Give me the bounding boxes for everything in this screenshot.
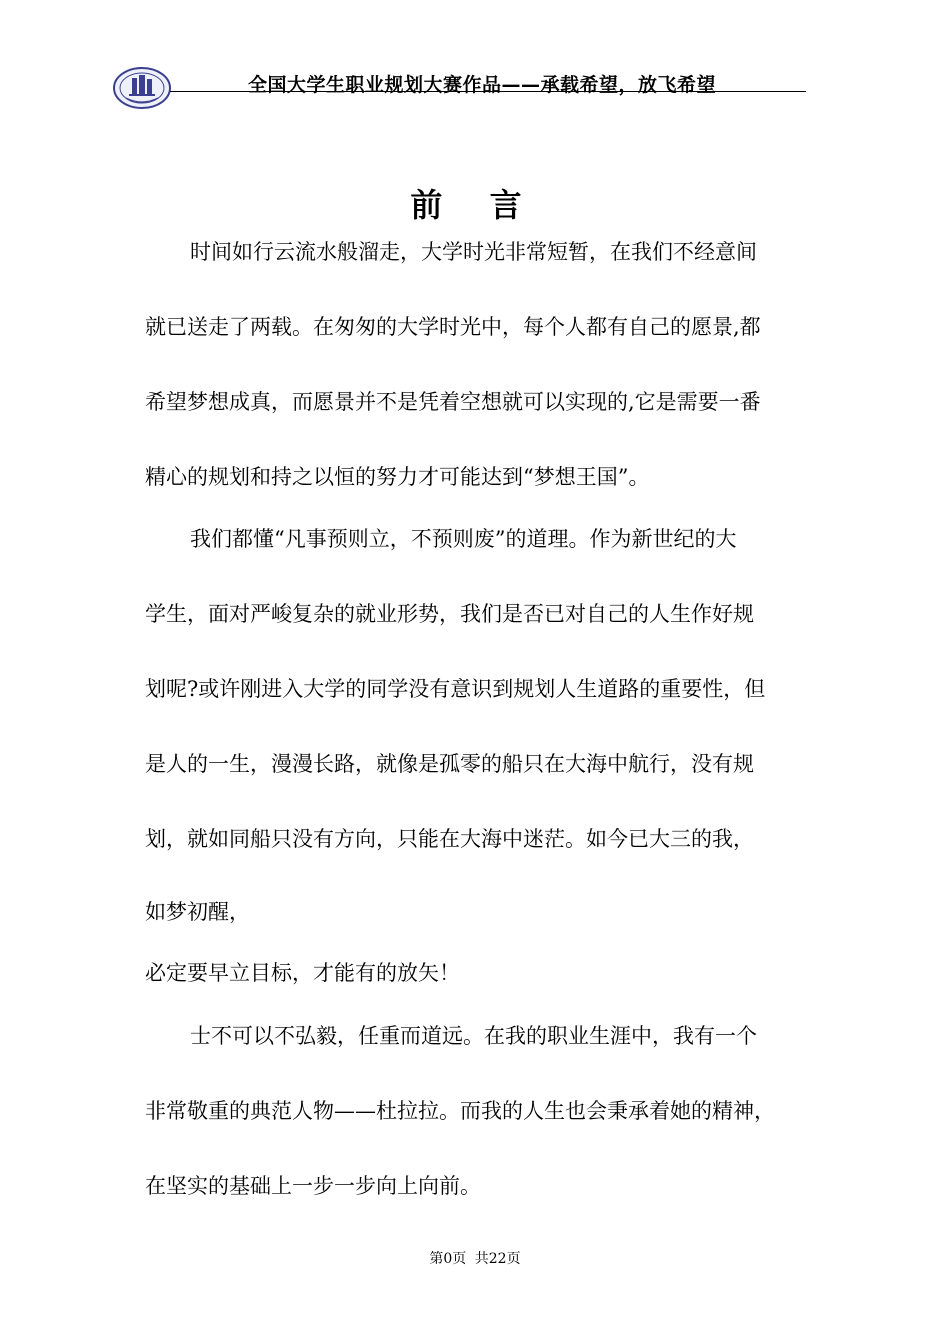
paragraph-line: 我们都懂“凡事预则立，不预则废”的道理。作为新世纪的大	[190, 527, 737, 551]
paragraph-line: 希望梦想成真，而愿景并不是凭着空想就可以实现的,它是需要一番	[145, 390, 761, 414]
paragraph-line: 学生，面对严峻复杂的就业形势，我们是否已对自己的人生作好规	[145, 602, 754, 626]
paragraph-line: 是人的一生，漫漫长路，就像是孤零的船只在大海中航行，没有规	[145, 752, 754, 776]
header-title: 全国大学生职业规划大赛作品——承载希望，放飞希望	[248, 74, 717, 96]
paragraph-line: 精心的规划和持之以恒的努力才可能达到“梦想王国”。	[145, 465, 650, 489]
paragraph-line: 在坚实的基础上一步一步向上向前。	[145, 1174, 481, 1198]
university-logo-icon	[112, 66, 174, 110]
paragraph-line: 非常敬重的典范人物——杜拉拉。而我的人生也会秉承着她的精神，	[145, 1099, 775, 1123]
page-footer	[0, 1248, 950, 1268]
page-header	[108, 62, 808, 112]
header-divider	[170, 91, 806, 92]
paragraph-line: 时间如行云流水般溜走，大学时光非常短暂，在我们不经意间	[190, 240, 757, 264]
paragraph-line: 士不可以不弘毅，任重而道远。在我的职业生涯中，我有一个	[190, 1024, 757, 1048]
page-number: 第0页	[429, 1251, 467, 1267]
paragraph-line: 划呢?或许刚进入大学的同学没有意识到规划人生道路的重要性，但	[145, 677, 766, 701]
paragraph-line: 划，就如同船只没有方向，只能在大海中迷茫。如今已大三的我，	[145, 827, 754, 851]
paragraph-line: 必定要早立目标，才能有的放矢！	[145, 961, 460, 985]
page-total: 共22页	[474, 1251, 521, 1267]
page-title: 前 言	[410, 186, 540, 224]
paragraph-line: 如梦初醒，	[145, 900, 250, 924]
paragraph-line: 就已送走了两载。在匆匆的大学时光中，每个人都有自己的愿景,都	[145, 315, 761, 339]
